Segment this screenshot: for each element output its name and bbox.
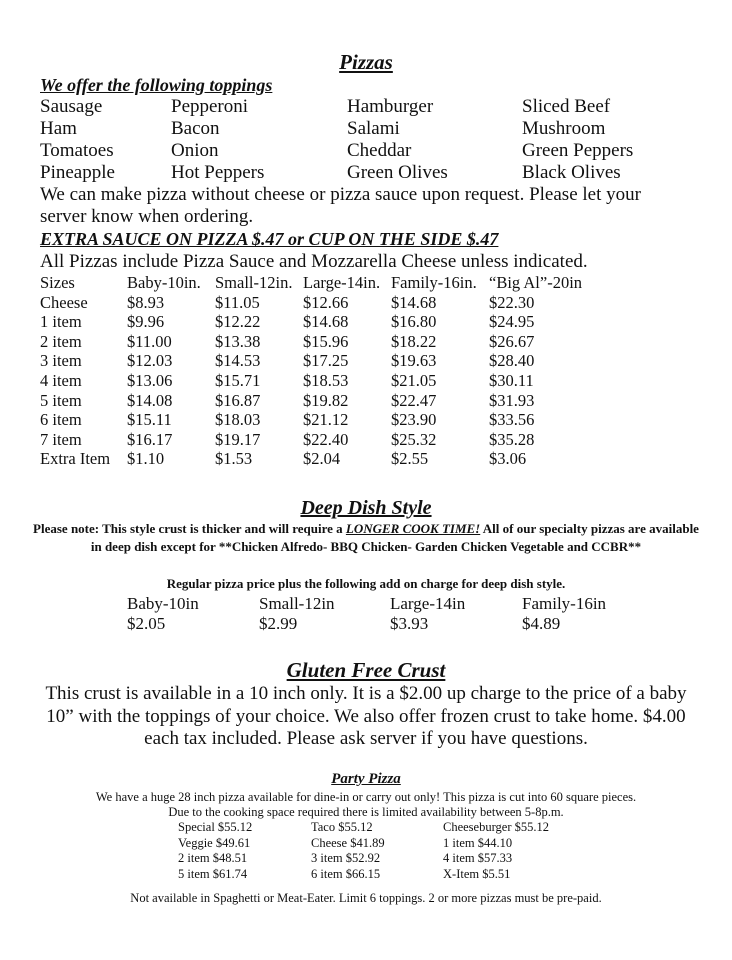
table-cell: Special $55.12 [178, 820, 253, 834]
topping-item: Sausage [40, 96, 103, 117]
table-cell: $3.06 [489, 449, 527, 469]
toppings-heading: We offer the following toppings [40, 75, 273, 95]
table-cell: $12.66 [303, 292, 349, 312]
table-cell: $18.03 [215, 410, 261, 430]
deep-dish-note-text: All of our specialty pizzas are available in deep dish except for **Chicken Alfredo- BBQ Chicken- Garden Chicken Vegetable and CCBR** [90, 521, 699, 554]
table-cell: $22.40 [303, 429, 349, 449]
table-header: Small-12in. [215, 273, 293, 292]
table-cell: $18.53 [303, 370, 349, 390]
table-cell: $25.32 [391, 429, 437, 449]
topping-item: Hamburger [347, 96, 434, 117]
topping-item: Onion [171, 140, 219, 161]
table-cell: Taco $55.12 [311, 820, 373, 834]
table-cell: $14.68 [391, 292, 437, 312]
table-cell: 2 item [40, 331, 82, 351]
table-cell: 4 item [40, 370, 82, 390]
table-row [0, 820, 732, 836]
table-cell: $17.25 [303, 351, 349, 371]
deep-dish-note [30, 520, 702, 556]
table-cell: Extra Item [40, 449, 111, 469]
table-row [0, 836, 732, 852]
pizzas-title: Pizzas [339, 50, 393, 74]
table-cell: $19.63 [391, 351, 437, 371]
topping-item: Black Olives [522, 162, 621, 183]
table-cell: $2.05 [127, 614, 166, 633]
gluten-free-title: Gluten Free Crust [286, 658, 446, 682]
party-pizza-price-table [0, 820, 732, 882]
topping-item: Hot Peppers [171, 162, 265, 183]
table-cell: 2 item $48.51 [178, 851, 248, 865]
topping-item: Green Peppers [522, 140, 634, 161]
deep-dish-subnote: Regular pizza price plus the following add on charge for deep dish style. [166, 576, 566, 591]
table-cell: $11.00 [127, 331, 172, 351]
table-cell: $31.93 [489, 390, 535, 410]
party-pizza-footer: Not available in Spaghetti or Meat-Eater. Limit 6 toppings. 2 or more pizzas must be pre-paid. [130, 891, 602, 905]
topping-item: Sliced Beef [522, 96, 611, 117]
table-header: Large-14in [390, 594, 466, 613]
all-pizzas-note: All Pizzas include Pizza Sauce and Mozzarella Cheese unless indicated. [40, 251, 588, 272]
table-cell: $35.28 [489, 429, 535, 449]
table-cell: $2.04 [303, 449, 341, 469]
table-row [0, 867, 732, 883]
table-cell: $14.68 [303, 312, 349, 332]
topping-item: Pepperoni [171, 96, 249, 117]
table-cell: Cheese [40, 292, 88, 312]
table-cell: $12.03 [127, 351, 173, 371]
table-cell: $30.11 [489, 370, 534, 390]
table-cell: $19.17 [215, 429, 261, 449]
table-cell: $22.30 [489, 292, 535, 312]
longer-cook-time-text: LONGER COOK TIME! [345, 521, 481, 536]
table-cell: $26.67 [489, 331, 535, 351]
topping-item: Bacon [171, 118, 220, 139]
topping-item: Salami [347, 118, 400, 139]
deep-dish-note-text: Please note: This style crust is thicker and will require a [33, 521, 346, 536]
table-cell: $16.87 [215, 390, 261, 410]
table-cell: $1.10 [127, 449, 165, 469]
table-cell: $1.53 [215, 449, 253, 469]
table-cell: $12.22 [215, 312, 261, 332]
table-cell: X-Item $5.51 [443, 866, 511, 881]
table-row [0, 851, 732, 867]
topping-item: Tomatoes [40, 140, 114, 161]
table-cell: $14.53 [215, 351, 261, 371]
table-cell: $9.96 [127, 312, 165, 332]
table-header: Small-12in [259, 594, 335, 613]
table-header: Baby-10in. [127, 273, 201, 292]
table-cell: 4 item $57.33 [443, 851, 513, 865]
table-cell: $15.71 [215, 370, 261, 390]
table-cell: 6 item [40, 410, 82, 430]
table-cell: $21.05 [391, 370, 437, 390]
topping-item: Ham [40, 118, 77, 139]
table-cell: $13.38 [215, 331, 261, 351]
table-cell: $18.22 [391, 331, 437, 351]
table-cell: 3 item [40, 351, 82, 371]
table-cell: 5 item [40, 390, 82, 410]
deep-dish-title: Deep Dish Style [300, 497, 432, 519]
table-cell: $13.06 [127, 370, 173, 390]
table-cell: $15.11 [127, 410, 172, 430]
table-cell: Cheese $41.89 [311, 835, 385, 850]
table-cell: 5 item $61.74 [178, 866, 248, 881]
table-cell: $14.08 [127, 390, 173, 410]
table-header: Family-16in. [391, 273, 477, 292]
table-cell: $15.96 [303, 331, 349, 351]
table-cell: $24.95 [489, 312, 535, 332]
table-cell: 6 item $66.15 [311, 866, 381, 881]
table-cell: $23.90 [391, 410, 437, 430]
topping-item: Green Olives [347, 162, 448, 183]
table-header: Baby-10in [127, 594, 199, 613]
table-cell: 3 item $52.92 [311, 851, 381, 865]
no-cheese-note: We can make pizza without cheese or pizza sauce upon request. Please let your server know when ordering. [40, 184, 641, 227]
table-cell: $2.99 [259, 614, 298, 633]
table-cell: $19.82 [303, 390, 349, 410]
table-header: Sizes [40, 273, 75, 292]
table-header: Family-16in [522, 594, 607, 613]
table-cell: $4.89 [522, 614, 561, 633]
table-cell: 7 item [40, 429, 82, 449]
table-cell: $28.40 [489, 351, 535, 371]
party-pizza-line: Due to the cooking space required there is limited availability between 5-8p.m. [168, 805, 564, 819]
table-cell: Cheeseburger $55.12 [443, 820, 549, 834]
table-cell: $33.56 [489, 410, 535, 430]
table-cell: 1 item $44.10 [443, 835, 513, 850]
table-cell: $8.93 [127, 292, 165, 312]
gluten-free-text: This crust is available in a 10 inch only. It is a $2.00 up charge to the price of a baby 10” with the toppings of your choice. We also offer frozen crust to take home. $4.00 each tax included. Please ask server if you have questions. [45, 683, 687, 749]
table-cell: $2.55 [391, 449, 429, 469]
party-pizza-note [0, 790, 732, 820]
table-cell: $3.93 [390, 614, 429, 633]
table-cell: $11.05 [215, 292, 260, 312]
table-cell: $16.80 [391, 312, 437, 332]
topping-item: Pineapple [40, 162, 115, 183]
table-cell: $21.12 [303, 410, 349, 430]
topping-item: Cheddar [347, 140, 412, 161]
topping-item: Mushroom [522, 118, 606, 139]
table-header: “Big Al”-20in [489, 273, 583, 292]
table-header: Large-14in. [303, 273, 381, 292]
table-cell: $16.17 [127, 429, 173, 449]
extra-sauce-note: EXTRA SAUCE ON PIZZA $.47 or CUP ON THE SIDE $.47 [40, 229, 499, 249]
table-cell: 1 item [40, 312, 82, 332]
party-pizza-title: Party Pizza [331, 771, 401, 787]
table-cell: Veggie $49.61 [178, 835, 251, 850]
party-pizza-line: We have a huge 28 inch pizza available for dine-in or carry out only! This pizza is cut into 60 square pieces. [95, 790, 637, 804]
table-cell: $22.47 [391, 390, 437, 410]
